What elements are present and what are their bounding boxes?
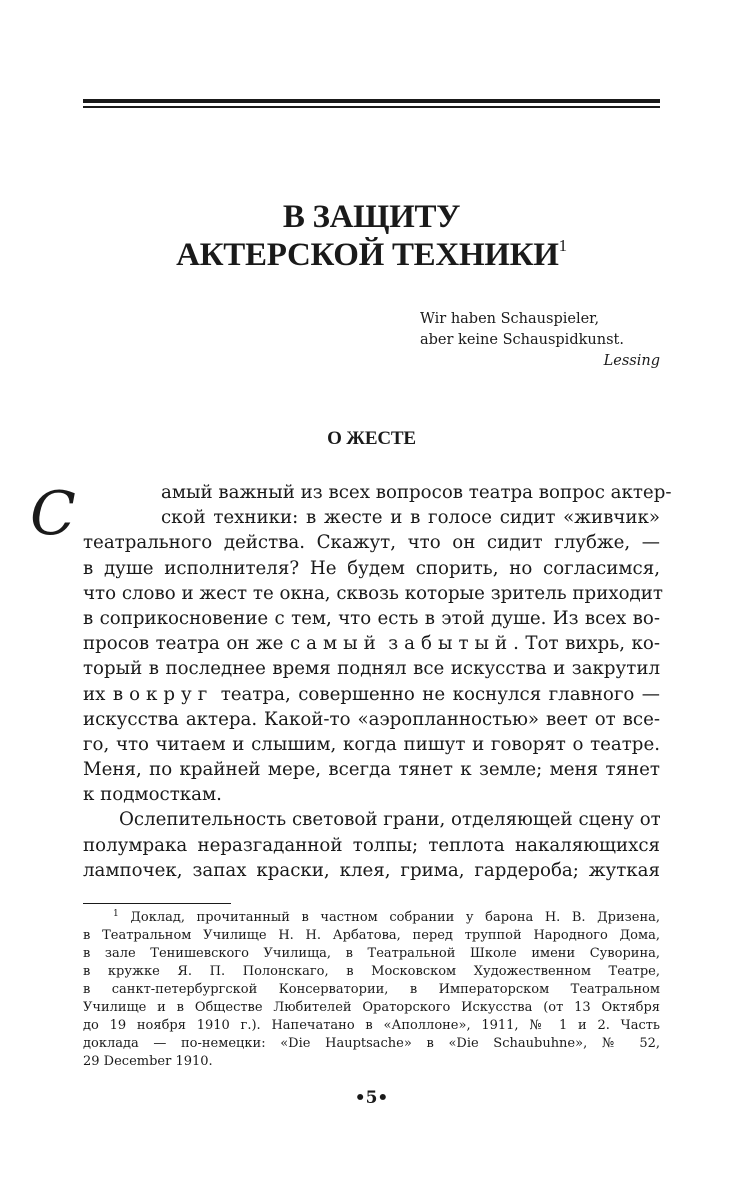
body-line: к подмосткам. <box>83 784 222 806</box>
body-line-segment: . Тот вихрь, ко- <box>513 633 660 655</box>
footnote-line: доклада — по-немецки: «Die Hauptsache» в «Die Schaubuhne», № 52, <box>83 1036 660 1051</box>
title-footnote-mark: 1 <box>558 236 567 255</box>
footnote-line: в зале Тенишевского Училища, в Театральной Школе имени Суворина, <box>83 946 660 961</box>
body-line: амый важный из всех вопросов театра вопрос актер- <box>161 482 672 503</box>
top-rule-thin <box>83 106 660 108</box>
chapter-title <box>83 198 660 274</box>
epigraph-line-1: Wir haben Schauspieler, <box>420 311 600 327</box>
body-line: в соприкосновение с тем, что есть в этой душе. Из всех во- <box>83 607 660 629</box>
epigraph-line-2: aber keine Schauspidkunst. <box>420 332 624 348</box>
body-line <box>83 631 660 656</box>
footnote-line: до 19 ноября 1910 г.). Напечатано в «Аполлоне», 1911, № 1 и 2. Часть <box>83 1018 660 1033</box>
body-line: в душе исполнителя? Не будем спорить, но согласимся, <box>83 557 660 579</box>
chapter-title-line-2 <box>83 236 660 274</box>
epigraph <box>420 309 660 372</box>
footnote-line: в санкт-петербургской Консерватории, в Императорском Театральном <box>83 982 660 997</box>
body-line: театрального действа. Скажут, что он сидит глубже, — <box>83 532 660 554</box>
epigraph-author: Lessing <box>603 353 660 369</box>
spaced-emphasis: забытый <box>388 633 514 655</box>
body-line: что слово и жест те окна, сквозь которые зритель приходит <box>83 582 663 604</box>
chapter-title-line-2-text: АКТЕРСКОЙ ТЕХНИКИ <box>176 237 559 273</box>
top-rule-thick <box>83 99 660 103</box>
footnote-line: Училище и в Обществе Любителей Ораторского Искусства (от 13 Октября <box>83 1000 660 1015</box>
section-title: О ЖЕСТЕ <box>327 428 416 449</box>
body-line: Ослепительность световой грани, отделяющей сцену от <box>119 809 661 831</box>
body-line-segment: их <box>83 683 113 705</box>
body-line: полумрака неразгаданной толпы; теплота накаляющихся <box>83 834 660 856</box>
footnote-rule <box>83 903 231 904</box>
body-line-segment: театра, совершенно не коснулся главного — <box>213 683 660 705</box>
body-line: ской техники: в жесте и в голосе сидит «живчик» <box>161 507 660 529</box>
spaced-emphasis: вокруг <box>112 683 214 705</box>
body-line <box>83 682 660 707</box>
body-line: искусства актера. Какой-то «аэропланностью» веет от все- <box>83 708 660 730</box>
body-line: го, что читаем и слышим, когда пишут и говорят о театре. <box>83 733 660 755</box>
body-line: торый в последнее время поднял все искусства и закрутил <box>83 658 660 680</box>
body-text <box>83 480 672 883</box>
spaced-emphasis: самый <box>289 633 382 655</box>
chapter-title-line-1: В ЗАЩИТУ <box>282 199 461 235</box>
page-number: •5• <box>354 1088 389 1108</box>
footnote <box>83 909 660 1071</box>
footnote-mark: 1 <box>113 909 119 919</box>
body-line: лампочек, запах краски, клея, грима, гардероба; жуткая <box>83 859 660 881</box>
footnote-line-text: Доклад, прочитанный в частном собрании у барона Н. В. Дризена, <box>130 910 660 925</box>
body-line: Меня, по крайней мере, всегда тянет к земле; меня тянет <box>83 759 660 781</box>
footnote-line: в Театральном Училище Н. Н. Арбатова, перед труппой Народного Дома, <box>83 928 660 943</box>
body-line-segment: просов театра он же <box>83 633 290 655</box>
footnote-line <box>83 909 660 927</box>
footnote-line: 29 December 1910. <box>83 1054 213 1069</box>
drop-cap: С <box>30 479 76 549</box>
footnote-line: в кружке Я. П. Полонскаго, в Московском Художественном Театре, <box>83 964 660 979</box>
